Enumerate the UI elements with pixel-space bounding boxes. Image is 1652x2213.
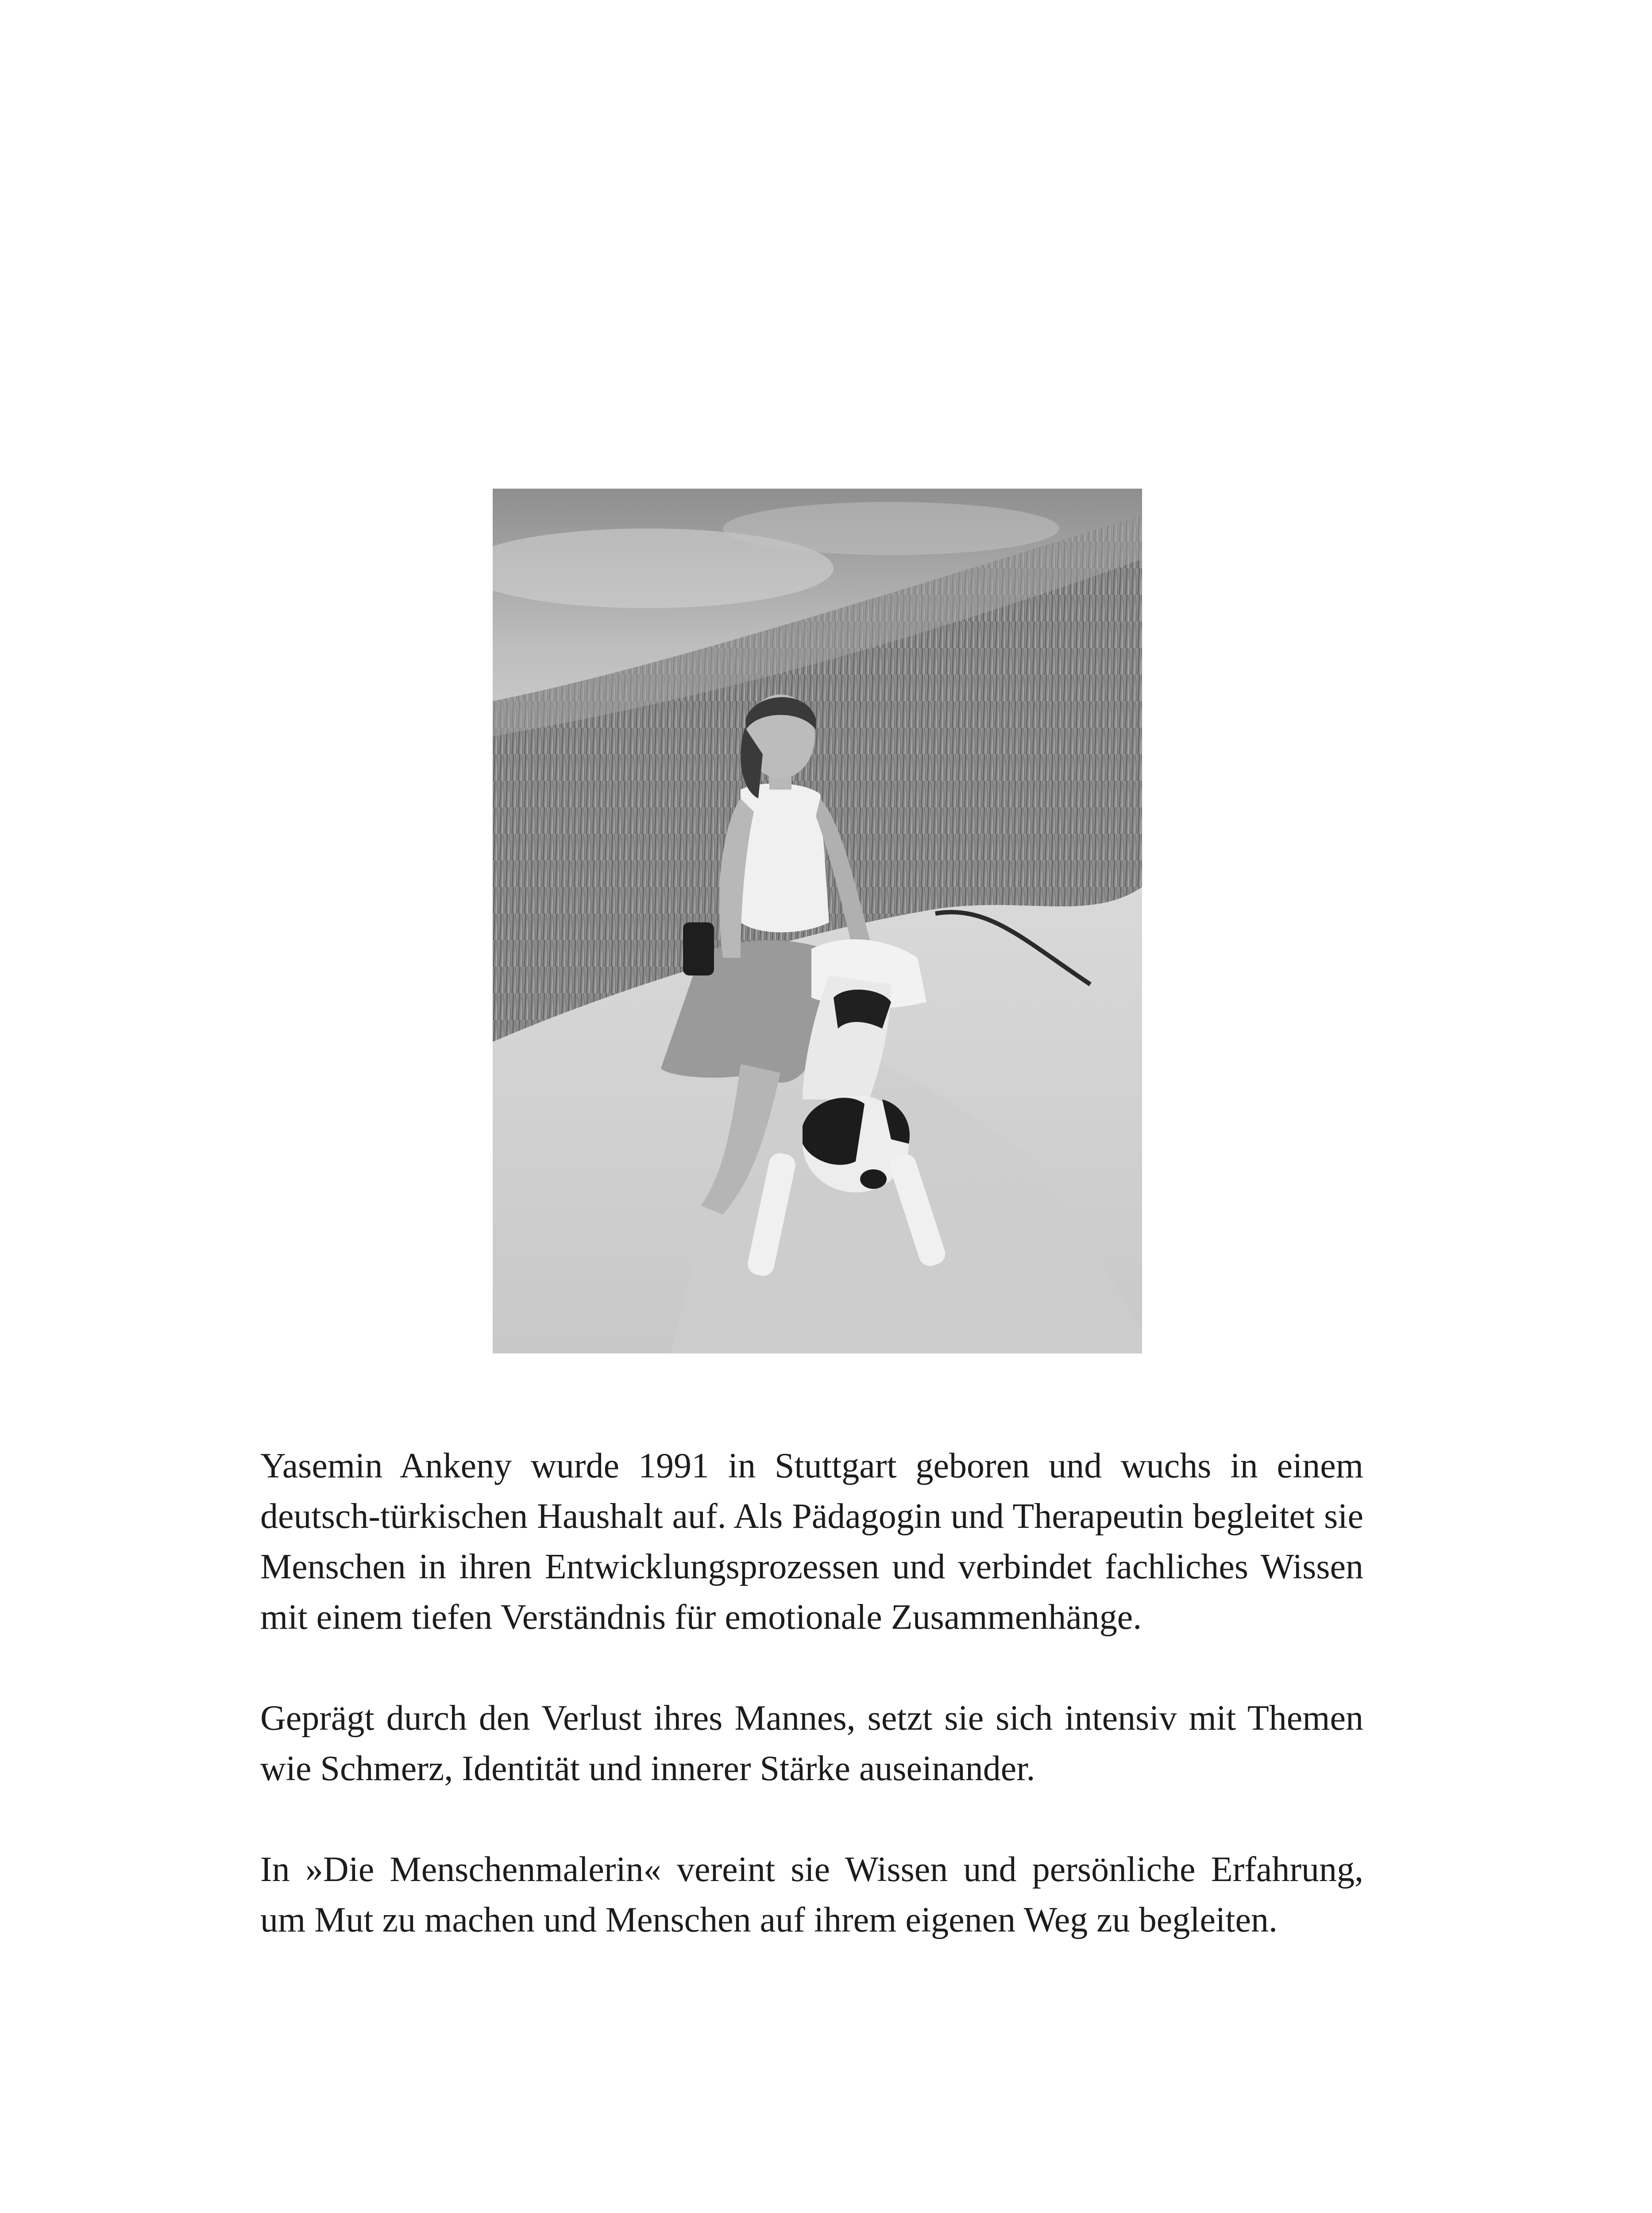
biography-paragraph-3: In »Die Menschenmalerin« vereint sie Wissen und persönliche Erfahrung, um Mut zu machen und Menschen auf ihrem eigenen Weg zu begleiten. bbox=[260, 1850, 1363, 1939]
biography-paragraph-1: Yasemin Ankeny wurde 1991 in Stuttgart geboren und wuchs in einem deutsch-türkischen Haushalt auf. Als Pädagogin und Therapeutin begleitet sie Menschen in ihren Entwicklungsprozessen und verbindet fachliches Wissen mit einem tiefen Verständnis für emotionale Zusammenhänge. bbox=[260, 1446, 1363, 1637]
author-photo bbox=[493, 489, 1142, 1353]
biography-paragraph-2: Geprägt durch den Verlust ihres Mannes, setzt sie sich intensiv mit Themen wie Schmerz, Identität und innerer Stärke auseinander. bbox=[260, 1699, 1363, 1788]
author-biography bbox=[260, 1441, 1363, 1945]
